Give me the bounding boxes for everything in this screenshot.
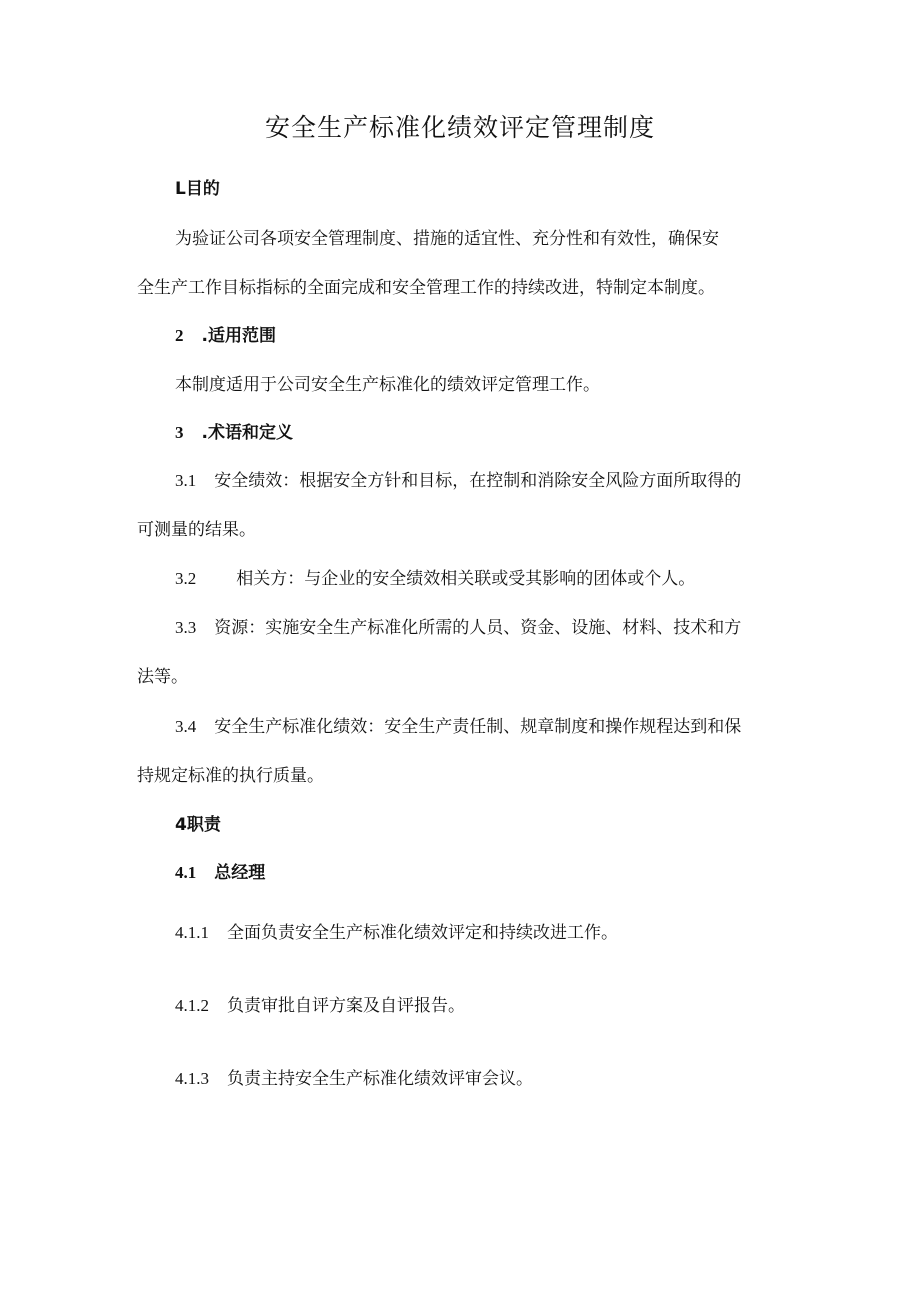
section-3-number: 3 xyxy=(175,423,184,442)
item-4-1-1-number: 4.1.1 xyxy=(175,923,209,942)
definition-3-4-line-2: 持规定标准的执行质量。 xyxy=(137,766,324,786)
section-4-heading xyxy=(175,812,221,838)
definition-3-4-line-1 xyxy=(175,714,741,740)
item-4-1-2 xyxy=(175,993,465,1019)
definition-3-3-line-1 xyxy=(175,615,741,641)
document-title: 安全生产标准化绩效评定管理制度 xyxy=(264,113,655,142)
section-2-number: 2 xyxy=(175,326,184,345)
definition-3-3-line-2: 法等。 xyxy=(137,667,188,687)
definition-3-2-line-1 xyxy=(175,566,695,592)
item-4-1-2-text: 负责审批自评方案及自评报告。 xyxy=(227,996,465,1016)
section-1-heading xyxy=(175,176,220,202)
section-2-heading-text: .适用范围 xyxy=(201,326,276,346)
paragraph-1-line-1: 为验证公司各项安全管理制度、措施的适宜性、充分性和有效性，确保安 xyxy=(175,229,719,249)
definition-3-1-line-1 xyxy=(175,468,741,494)
definition-3-2-text: 相关方：与企业的安全绩效相关联或受其影响的团体或个人。 xyxy=(236,569,696,589)
item-4-1-3 xyxy=(175,1066,533,1092)
definition-3-1-text: 安全绩效：根据安全方针和目标，在控制和消除安全风险方面所取得的 xyxy=(214,471,742,491)
section-2-heading xyxy=(175,323,276,349)
section-3-heading-text: .术语和定义 xyxy=(201,423,293,443)
section-4-heading-text: 4职责 xyxy=(175,815,221,835)
paragraph-1-line-2: 全生产工作目标指标的全面完成和安全管理工作的持续改进，特制定本制度。 xyxy=(137,278,715,298)
section-1-heading-text: L目的 xyxy=(175,179,220,199)
definition-3-1-line-2: 可测量的结果。 xyxy=(137,520,256,540)
definition-3-3-number: 3.3 xyxy=(175,618,197,637)
definition-3-4-text: 安全生产标准化绩效：安全生产责任制、规章制度和操作规程达到和保 xyxy=(214,717,742,737)
item-4-1-3-number: 4.1.3 xyxy=(175,1069,209,1088)
section-4-1-heading xyxy=(175,860,265,886)
item-4-1-2-number: 4.1.2 xyxy=(175,996,209,1015)
item-4-1-3-text: 负责主持安全生产标准化绩效评审会议。 xyxy=(227,1069,533,1089)
definition-3-2-number: 3.2 xyxy=(175,569,197,588)
item-4-1-1-text: 全面负责安全生产标准化绩效评定和持续改进工作。 xyxy=(227,923,618,943)
section-4-1-number: 4.1 xyxy=(175,863,197,882)
definition-3-4-number: 3.4 xyxy=(175,717,197,736)
paragraph-2-line-1: 本制度适用于公司安全生产标准化的绩效评定管理工作。 xyxy=(175,375,600,395)
definition-3-1-number: 3.1 xyxy=(175,471,197,490)
item-4-1-1 xyxy=(175,920,618,946)
section-3-heading xyxy=(175,420,293,446)
definition-3-3-text: 资源：实施安全生产标准化所需的人员、资金、设施、材料、技术和方 xyxy=(214,618,742,638)
section-4-1-heading-text: 总经理 xyxy=(214,863,266,883)
